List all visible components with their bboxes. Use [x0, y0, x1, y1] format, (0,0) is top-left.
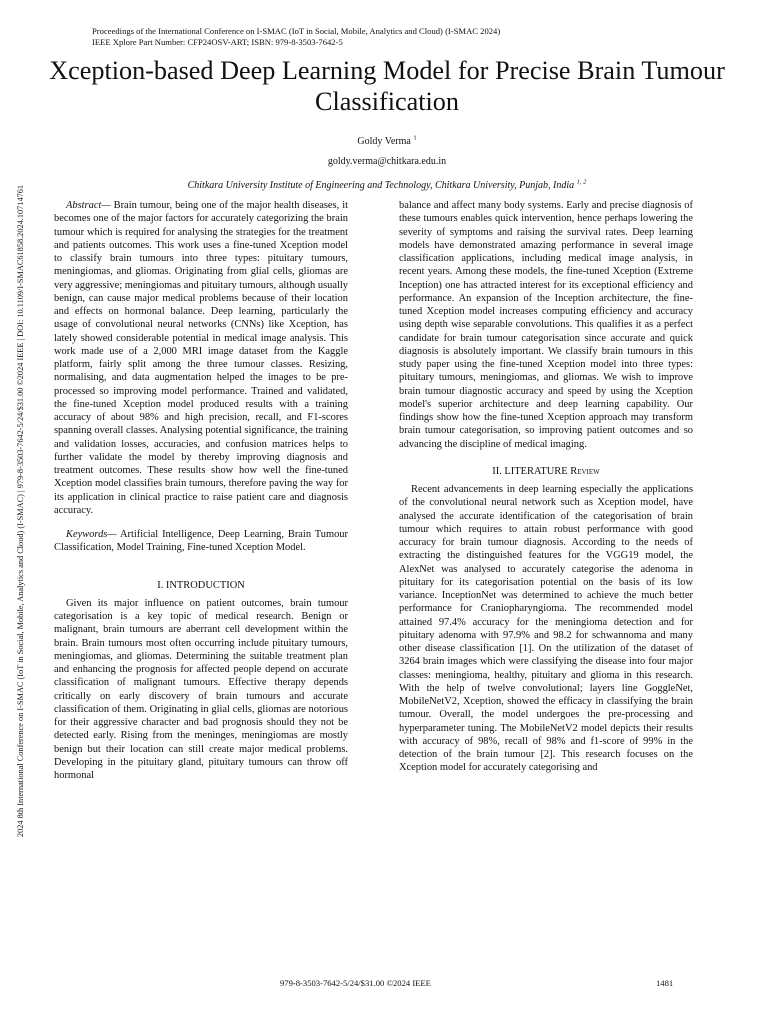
page-number: 1481 [656, 978, 674, 988]
keywords [54, 528, 348, 555]
right-column [399, 199, 693, 775]
abstract-text: Brain tumour, being one of the major health diseases, it becomes one of the major factors for accurately categorizing the brain tumour which is required for analysing the strategies for the treatment and patients outcomes. This work uses a fine-tuned Xception model to classify brain tumours into three types: pituitary tumours, meningiomas, and gliomas. Originating from glial cells, gliomas are very aggressive; meningiomas and pituitary tumours, although usually benign, can cause major medical problems because of their location and effects on hormonal balance. Deep learning, particularly the usage of convolutional neural networks (CNNs) like Xception, has lately showed considerable potential in medical image analysis. This work made use of a 2,000 MRI image dataset from the Kaggle platform, fairly split among the three tumour classes. Resizing, normalising, and data augmentation helped the images to be pre-processed so improving model performance. Trained and validated, the fine-tuned Xception model produced results with a training accuracy of about 98% and high precision, recall, and F1-scores spanning overall classes. Analysing potential significance, the training and validation losses, accuracies, and confusion matrices helps to further validate the model by thereby improving diagnosis and treatment outcomes. These results show how well the fine-tuned Xception model classifies brain tumours, therefore paving the way for its application in clinical practice to raise patient care and diagnosis accuracy. [54, 200, 348, 516]
introduction-heading: I. INTRODUCTION [157, 579, 245, 591]
doi-sidebar: 2024 8th International Conference on I-SMAC (IoT in Social, Mobile, Analytics and Cloud) (I-SMAC) | 979-8-3503-7642-5/24/$31.00 ©2024 IEEE | DOI: 10.1109/I-SMAC61858.2024.10714761 [16, 184, 25, 838]
literature-review-heading [399, 465, 693, 478]
proceedings-header: Proceedings of the International Conference on I-SMAC (IoT in Social, Mobile, Analytics and Cloud) (I-SMAC 2024) [92, 26, 501, 36]
keywords-label: Keywords— [66, 529, 117, 540]
author-sup: 1 [413, 134, 417, 142]
left-column [54, 199, 348, 782]
affiliation-sup: 1, 2 [576, 178, 587, 186]
author-affiliation [40, 180, 734, 191]
abstract-label: Abstract— [66, 200, 111, 211]
author-name-text: Goldy Verma [357, 136, 411, 147]
isbn-header: IEEE Xplore Part Number: CFP24OSV-ART; ISBN: 979-8-3503-7642-5 [92, 37, 343, 47]
footer-copyright: 979-8-3503-7642-5/24/$31.00 ©2024 IEEE [280, 978, 431, 988]
introduction-paragraph: Given its major influence on patient outcomes, brain tumour categorisation is a key topic of medical research. Benign or malignant, brain tumours are aberrant cell development within the brain. Brain tumours most often occurring include pituitary tumours, meningiomas, and gliomas. Determining the suitable treatment plan and enhancing the prognosis for affected people depend on accurate classification of malignant tumours. Effective therapy depends critically on early discovery of brain tumours and accurate classification of them. Originating in glial cells, gliomas are notorious for their aggressive character and bad prognosis should they not be detected early. Rising from the meninges, meningiomas are mostly benign but their location can still create major medical problems. Developing in the pituitary gland, pituitary tumours can throw off hormonal [54, 597, 348, 781]
affiliation-text: Chitkara University Institute of Engineering and Technology, Chitkara University, Punjab, India [187, 180, 575, 191]
abstract [54, 199, 348, 517]
introduction-continued: balance and affect many body systems. Early and precise diagnosis of these tumours enables quick intervention, hence perhaps lowering the severity of symptoms and raising the survival rates. Deep learning models have demonstrated amazing performance in several image classification applications, including medical image analysis, in recent years. Among these models, the fine-tuned Xception (Extreme Inception) one has attracted interest for its exceptional efficiency and performance. An expansion of the Inception architecture, the fine-tuned Xception model increases computing efficiency and accuracy using depth wise separable convolutions. This qualifies it as a perfect candidate for brain tumour categorisation since accurate and quick diagnosis is absolutely important. We classify brain tumours in this study paper using the fine-tuned Xception model into three types: pituitary tumours, meningiomas, and gliomas. We wish to improve brain tumour diagnostic accuracy and speed by using the Xception model's superior architecture and deep learning capability. Our findings show how the fine-tuned Xception approach may transform brain tumour categorisation, so improving patient outcomes and so advancing the discipline of medical imaging. [399, 200, 693, 450]
heading-smallcaps: Review [570, 465, 600, 477]
heading-number: II. [492, 465, 502, 477]
literature-review-paragraph: Recent advancements in deep learning especially the applications of the convolutional neural network such as Xception model, have analysed the accurate identification of the categorisation of brain tumour which requires to attain robust performance with good accuracy for brain tumour diagnosis. According to the needs of extracting the distinguished features for the VGG19 model, the AlexNet was analysed to accurately categorise the adenoma in pituitary for its categorisation potential on the basis of its low variance. InceptionNet was determined to achieve the much better performance for Craniopharyngioma. The recommended model attained 97.4% accuracy for the meningioma detection and for pituitary adenoma with 97.9% and 98.2 for schwannoma and many other disease classification [1]. On the utilization of the dataset of 3264 brain images which were classifying the disease into four major classes: meningioma, healthy, pituitary and glioma in this research. With the help of twelve convolutional; layers line GoggleNet, MobileNetV2, Xception, showed the efficacy in classifying the brain tumour. Overall, the model undergoes the pre-processing and hyperparameter tuning. The MobileNetV2 model depicts their results with accuracy of 98%, recall of 98% and f1-score of 99% in the detection of the brain tumour [2]. This research focuses on the Xception model for accurately categorising and [399, 484, 693, 774]
author-name [40, 136, 734, 147]
author-email: goldy.verma@chitkara.edu.in [327, 156, 447, 167]
heading-main: LITERATURE [504, 465, 568, 477]
keywords-text: Artificial Intelligence, Deep Learning, Brain Tumour Classification, Model Training, Fine-tuned Xception Model. [54, 529, 348, 554]
paper-title: Xception-based Deep Learning Model for Precise Brain Tumour Classification [49, 56, 725, 116]
